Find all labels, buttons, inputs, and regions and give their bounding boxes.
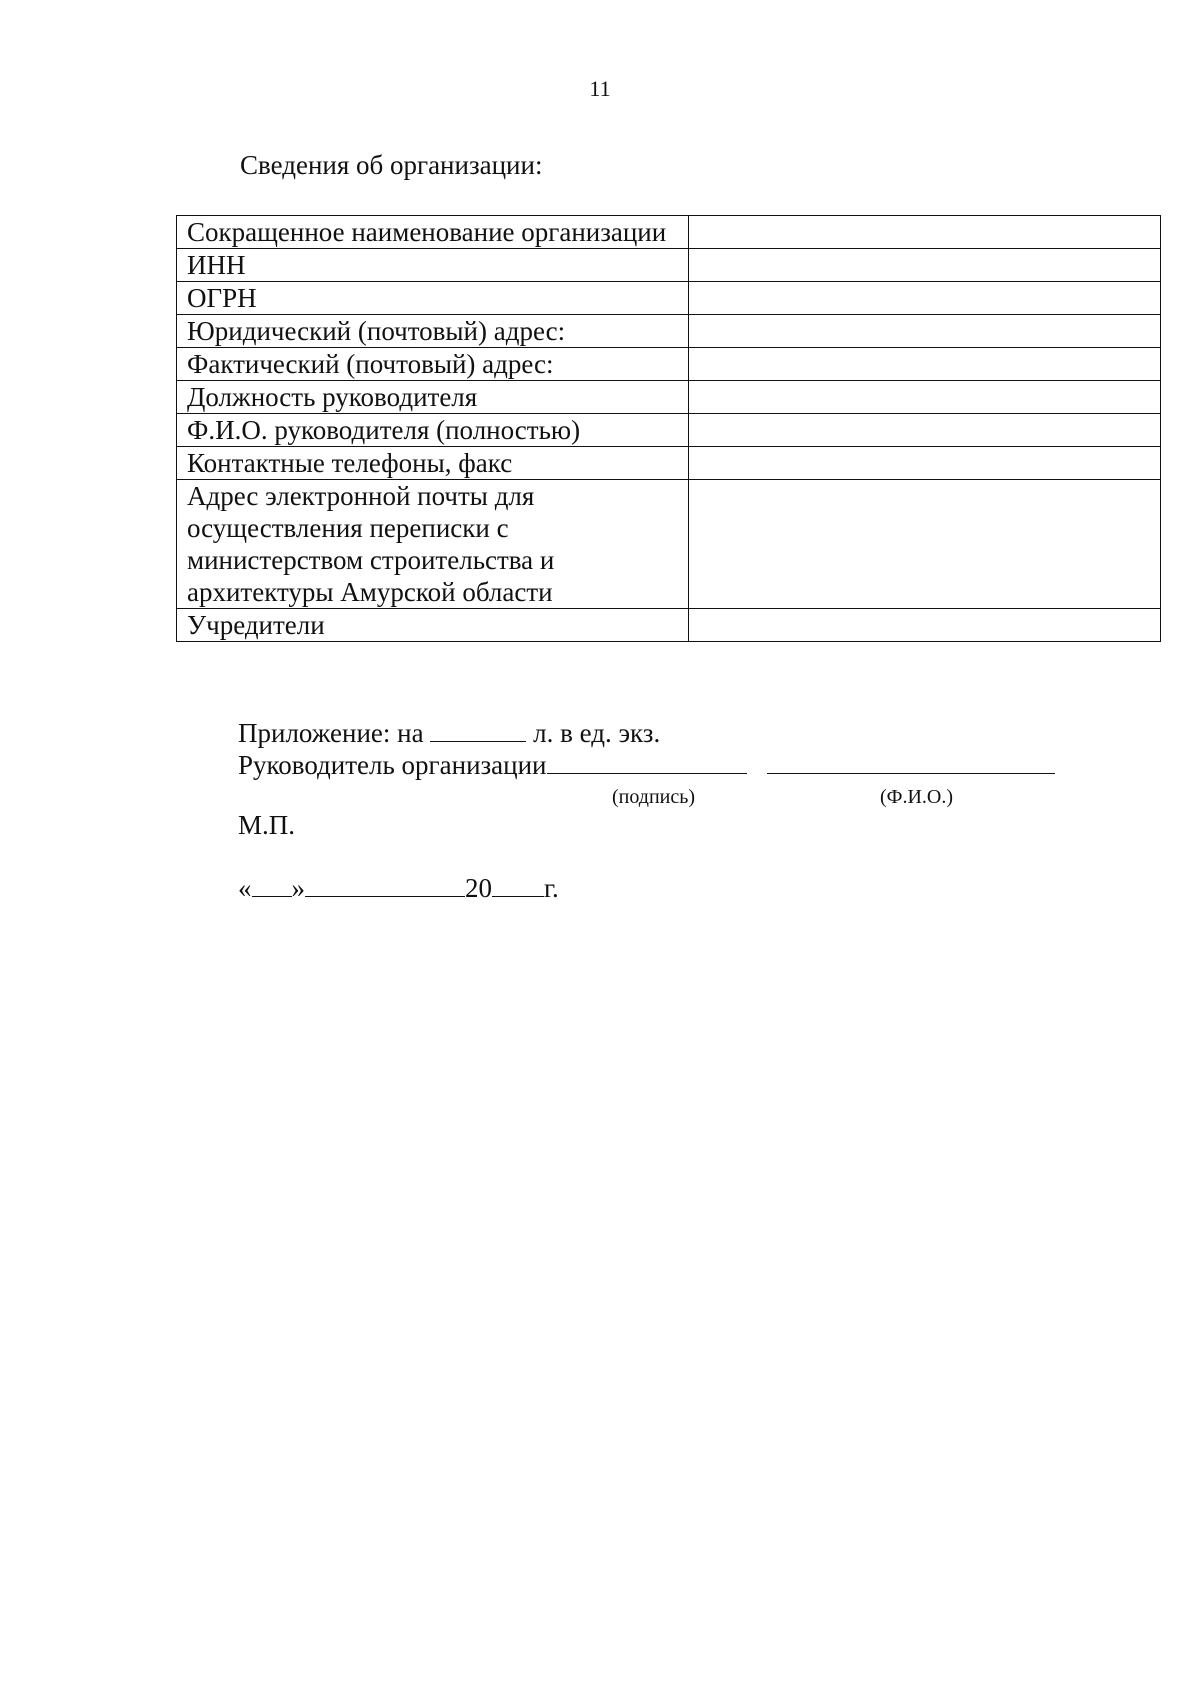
date-line xyxy=(238,873,559,904)
table-row xyxy=(177,348,1161,381)
date-open-quote: « xyxy=(238,873,252,903)
table-row xyxy=(177,315,1161,348)
row-value-head-name[interactable] xyxy=(688,414,1160,447)
name-blank[interactable] xyxy=(767,751,1055,774)
organization-info-table xyxy=(176,215,1161,642)
appendix-suffix: л. в ед. экз. xyxy=(533,718,661,748)
section-heading: Сведения об организации: xyxy=(240,150,543,180)
row-value-head-position[interactable] xyxy=(688,381,1160,414)
signature-caption: (подпись) xyxy=(612,786,696,808)
row-label-phones: Контактные телефоны, факс xyxy=(177,447,689,480)
table-row xyxy=(177,480,1161,609)
row-label-head-name: Ф.И.О. руководителя (полностью) xyxy=(177,414,689,447)
appendix-line xyxy=(238,718,660,749)
date-year-suffix: г. xyxy=(544,873,559,903)
row-value-inn[interactable] xyxy=(688,249,1160,282)
date-year-blank[interactable] xyxy=(492,874,544,897)
appendix-prefix: Приложение: на xyxy=(238,718,424,748)
table-row xyxy=(177,249,1161,282)
row-label-email: Адрес электронной почты для осуществления переписки с министерством строительства и архитектуры Амурской области xyxy=(177,480,689,609)
head-signature-line xyxy=(238,750,1055,781)
signature-blank[interactable] xyxy=(547,751,747,774)
row-value-legal-address[interactable] xyxy=(688,315,1160,348)
row-label-legal-address: Юридический (почтовый) адрес: xyxy=(177,315,689,348)
row-label-inn: ИНН xyxy=(177,249,689,282)
row-label-head-position: Должность руководителя xyxy=(177,381,689,414)
table-row xyxy=(177,447,1161,480)
row-value-actual-address[interactable] xyxy=(688,348,1160,381)
page-number: 11 xyxy=(589,76,611,101)
row-value-founders[interactable] xyxy=(688,609,1160,642)
row-label-founders: Учредители xyxy=(177,609,689,642)
stamp-label: М.П. xyxy=(238,810,296,840)
row-value-phones[interactable] xyxy=(688,447,1160,480)
row-label-actual-address: Фактический (почтовый) адрес: xyxy=(177,348,689,381)
date-month-blank[interactable] xyxy=(305,874,465,897)
table-row xyxy=(177,216,1161,249)
date-day-blank[interactable] xyxy=(252,874,292,897)
date-year-prefix: 20 xyxy=(465,873,492,903)
row-label-short-name: Сокращенное наименование организации xyxy=(177,216,689,249)
table-row xyxy=(177,381,1161,414)
table-row xyxy=(177,282,1161,315)
row-label-ogrn: ОГРН xyxy=(177,282,689,315)
table-row xyxy=(177,414,1161,447)
name-caption: (Ф.И.О.) xyxy=(880,786,954,808)
row-value-short-name[interactable] xyxy=(688,216,1160,249)
row-value-ogrn[interactable] xyxy=(688,282,1160,315)
appendix-sheets-blank[interactable] xyxy=(430,719,526,742)
date-close-quote: » xyxy=(291,873,305,903)
head-label: Руководитель организации xyxy=(238,750,547,780)
row-value-email[interactable] xyxy=(688,480,1160,609)
table-row xyxy=(177,609,1161,642)
